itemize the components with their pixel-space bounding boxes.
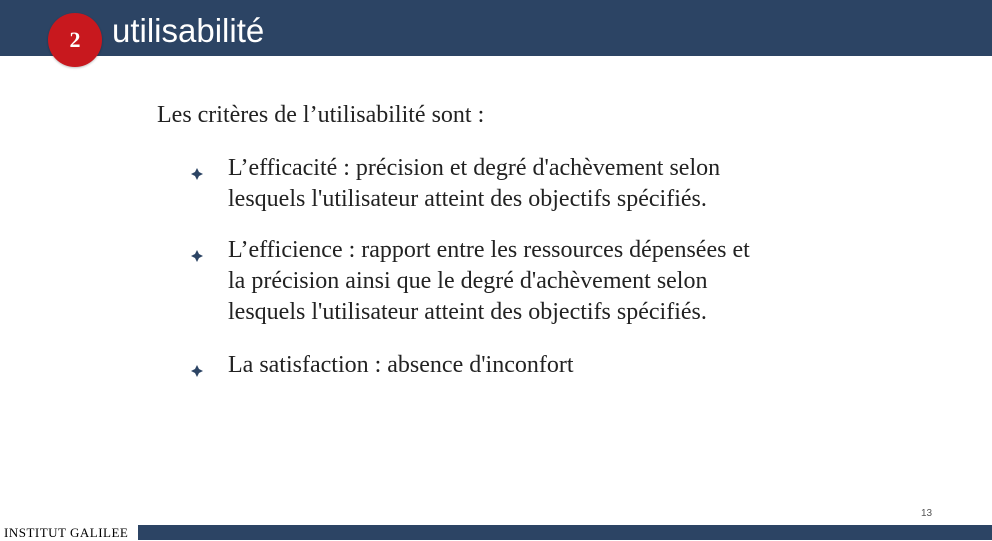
slide-title: utilisabilité [112, 12, 265, 49]
bullet-line: L’efficience : rapport entre les ressources dépensées et [228, 237, 750, 263]
diamond-bullet-icon [191, 168, 203, 180]
footer-bar [0, 525, 992, 540]
bullet-line: lesquels l'utilisateur atteint des objectifs spécifiés. [228, 186, 707, 212]
bullet-text [228, 235, 888, 328]
bullet-line: la précision ainsi que le degré d'achèvement selon [228, 268, 708, 294]
bullet-line: lesquels l'utilisateur atteint des objectifs spécifiés. [228, 299, 707, 325]
diamond-bullet-icon [191, 250, 203, 262]
diamond-bullet-icon [191, 365, 203, 377]
bullet-text [228, 350, 888, 381]
bullet-line: La satisfaction : absence d'inconfort [228, 352, 574, 378]
page-number: 13 [921, 508, 933, 519]
institution-label: INSTITUT GALILEE [0, 525, 138, 540]
bullet-text [228, 153, 888, 215]
section-number-badge: 2 [48, 13, 102, 67]
bullet-line: L’efficacité : précision et degré d'achèvement selon [228, 155, 721, 181]
intro-text: Les critères de l’utilisabilité sont : [157, 102, 485, 128]
